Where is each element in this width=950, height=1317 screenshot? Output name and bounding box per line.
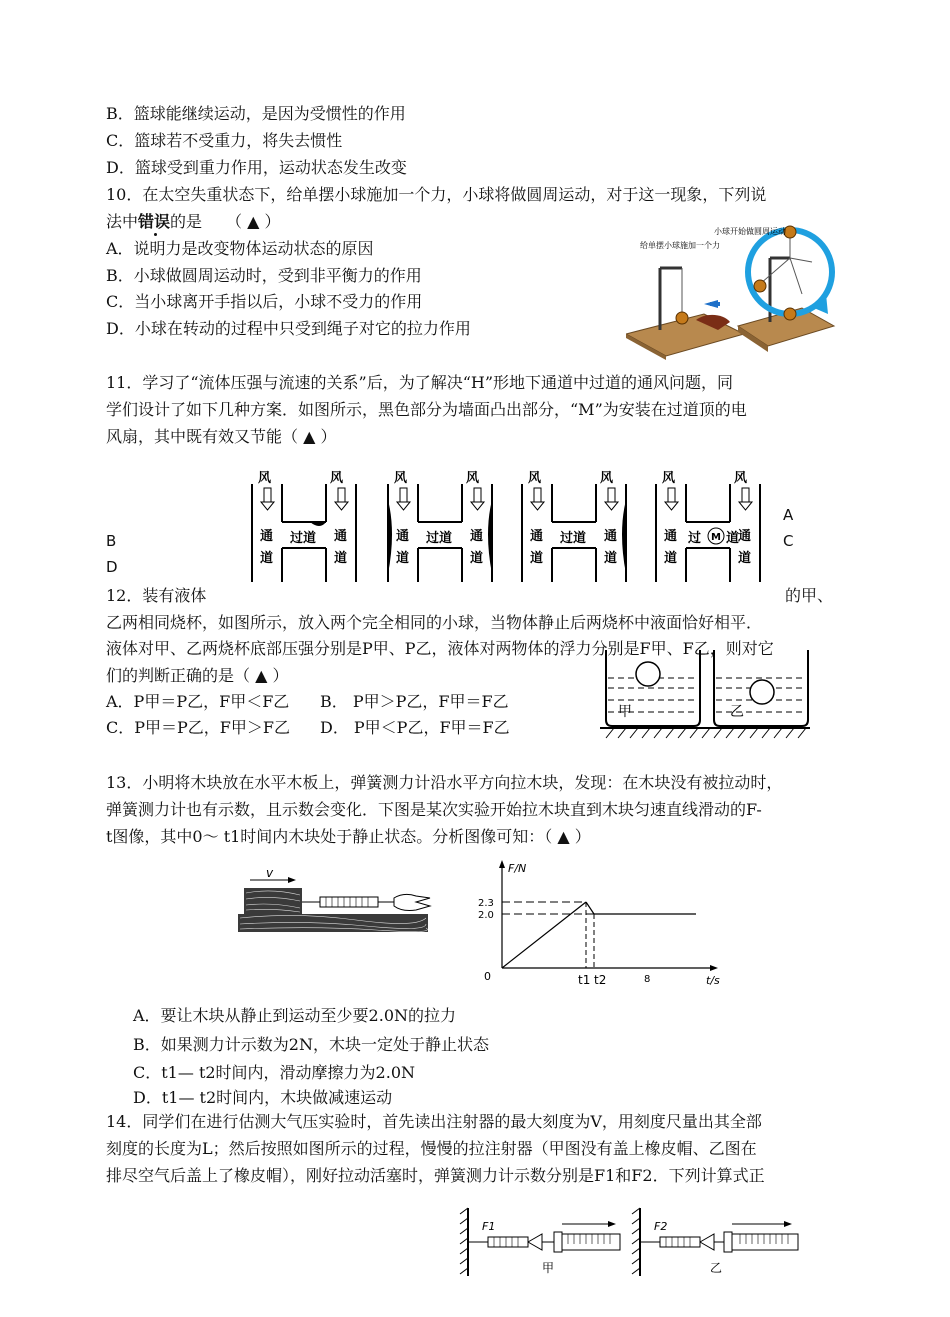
wind-label: 风 bbox=[662, 471, 676, 486]
tunnel-label: 通 bbox=[604, 529, 618, 544]
graph-t8: 8 bbox=[644, 974, 651, 985]
tunnel-label: 道 bbox=[664, 551, 678, 566]
q11-label-c: C bbox=[783, 532, 794, 550]
q11-stem-line3: 风扇，其中既有效又节能（ ▲ ） bbox=[106, 427, 337, 446]
velocity-label: v bbox=[266, 868, 274, 880]
tunnel-label: 道 bbox=[396, 551, 410, 566]
q10-option-b: B．小球做圆周运动时，受到非平衡力的作用 bbox=[106, 266, 422, 285]
q13-option-a: A．要让木块从静止到运动至少要2.0N的拉力 bbox=[133, 1006, 457, 1025]
tunnel-label: 道 bbox=[260, 551, 274, 566]
tunnel-label: 道 bbox=[334, 551, 348, 566]
q11-label-b: B bbox=[106, 532, 117, 550]
tunnel-label: 道 bbox=[530, 551, 544, 566]
q11-stem-line2: 学们设计了如下几种方案．如图所示，黑色部分为墙面凸出部分，“M”为安装在过道顶的电 bbox=[106, 400, 747, 419]
q11-label-d: D bbox=[106, 558, 118, 576]
graph-t1: t1 bbox=[578, 973, 591, 987]
tunnel-label: 通 bbox=[530, 529, 544, 544]
q13-stem-line2: 弹簧测力计也有示数，且示数会变化．下图是某次实验开始拉木块直到木块匀速直线滑动的F- bbox=[106, 800, 762, 819]
q13-stem-line1: 13．小明将木块放在水平木板上，弹簧测力计沿水平方向拉木块，发现：在木块没有被拉动时， bbox=[106, 773, 783, 792]
q12-option-b: B． P甲＞P乙，F甲＝F乙 bbox=[320, 692, 509, 711]
q12-stem-line1a: 12．装有液体 bbox=[106, 586, 207, 605]
q10-fig-right-label: 小球开始做圆周运动 bbox=[714, 227, 786, 236]
tunnel-label: 通 bbox=[664, 529, 678, 544]
beakers-figure bbox=[596, 646, 816, 742]
wind-label: 风 bbox=[466, 471, 480, 486]
pendulum-figure bbox=[626, 222, 836, 360]
tunnel-label: 道 bbox=[470, 551, 484, 566]
q10-stem-line2: 法中错误的是 （ ▲ ） bbox=[106, 212, 281, 231]
syringe-f1: F1 bbox=[482, 1220, 496, 1233]
passage-label: 道 bbox=[726, 531, 740, 546]
q10-fig-left-label: 给单摆小球施加一个力 bbox=[640, 241, 720, 250]
passage-label: 过道 bbox=[426, 531, 453, 546]
fan-label: M bbox=[711, 532, 721, 543]
q13-stem-line3: t图像，其中0～ t1时间内木块处于静止状态。分析图像可知：（ ▲ ） bbox=[106, 827, 591, 846]
cup2-label: 乙 bbox=[730, 704, 744, 720]
q10-option-c: C．当小球离开手指以后，小球不受力的作用 bbox=[106, 292, 423, 311]
tunnel-label: 通 bbox=[396, 529, 410, 544]
q12-stem-line1b: 的甲、 bbox=[785, 586, 834, 605]
wind-label: 风 bbox=[258, 471, 272, 486]
q13-option-c: C．t1— t2时间内，滑动摩擦力为2.0N bbox=[133, 1063, 415, 1082]
graph-xlabel: t/s bbox=[706, 974, 720, 987]
graph-y2: 2.0 bbox=[478, 910, 494, 921]
q12-stem-line2: 乙两相同烧杯，如图所示，放入两个完全相同的小球，当物体静止后两烧杯中液面恰好相平． bbox=[106, 613, 763, 632]
q9-option-c: C．篮球若不受重力，将失去惯性 bbox=[106, 131, 343, 150]
passage-label: 过道 bbox=[560, 531, 587, 546]
q14-stem-line1: 14．同学们在进行估测大气压实验时，首先读出注射器的最大刻度为V，用刻度尺量出其全部 bbox=[106, 1112, 762, 1131]
syringe-f2: F2 bbox=[654, 1220, 668, 1233]
emphasis-wrong: 错误 bbox=[138, 212, 171, 231]
wind-label: 风 bbox=[734, 471, 748, 486]
q11-label-a: A bbox=[783, 506, 794, 524]
q11-stem-line1: 11．学习了“流体压强与流速的关系”后，为了解决“H”形地下通道中过道的通风问题，同 bbox=[106, 373, 734, 392]
cup1-label: 甲 bbox=[618, 704, 632, 720]
q13-option-d: D．t1— t2时间内，木块做减速运动 bbox=[133, 1088, 393, 1107]
q12-stem-line4: 们的判断正确的是（ ▲ ） bbox=[106, 666, 289, 685]
graph-t2: t2 bbox=[594, 973, 607, 987]
wind-label: 风 bbox=[600, 471, 614, 486]
tunnel-label: 通 bbox=[334, 529, 348, 544]
q9-option-d: D．篮球受到重力作用，运动状态发生改变 bbox=[106, 158, 407, 177]
graph-y1: 2.3 bbox=[478, 898, 494, 909]
wind-label: 风 bbox=[330, 471, 344, 486]
ventilation-figure bbox=[248, 470, 768, 584]
syringe-yi: 乙 bbox=[710, 1261, 723, 1275]
wind-label: 风 bbox=[528, 471, 542, 486]
syringe-jia: 甲 bbox=[542, 1261, 555, 1275]
tunnel-label: 道 bbox=[738, 551, 752, 566]
q14-stem-line3: 排尽空气后盖上了橡皮帽），刚好拉动活塞时，弹簧测力计示数分别是F1和F2．下列计算式正 bbox=[106, 1166, 765, 1185]
graph-origin: 0 bbox=[484, 970, 491, 983]
wood-block-figure bbox=[236, 868, 436, 938]
q12-option-a: A．P甲＝P乙，F甲＜F乙 bbox=[106, 692, 290, 711]
q9-option-b: B．篮球能继续运动，是因为受惯性的作用 bbox=[106, 104, 406, 123]
wind-label: 风 bbox=[394, 471, 408, 486]
tunnel-label: 道 bbox=[604, 551, 618, 566]
tunnel-label: 通 bbox=[260, 529, 274, 544]
q10-option-a: A．说明力是改变物体运动状态的原因 bbox=[106, 239, 374, 258]
tunnel-label: 通 bbox=[738, 529, 752, 544]
q13-option-b: B．如果测力计示数为2N，木块一定处于静止状态 bbox=[133, 1035, 489, 1054]
q12-stem-line3: 液体对甲、乙两烧杯底部压强分别是P甲、P乙，液体对两物体的浮力分别是F甲、F乙，则对它 bbox=[106, 639, 774, 658]
q10-stem-line1: 10．在太空失重状态下，给单摆小球施加一个力，小球将做圆周运动，对于这一现象，下列说 bbox=[106, 185, 767, 204]
passage-label: 过道 bbox=[290, 531, 317, 546]
q12-option-d: D． P甲＜P乙，F甲＝F乙 bbox=[320, 718, 510, 737]
ft-graph bbox=[470, 860, 730, 990]
tunnel-label: 通 bbox=[470, 529, 484, 544]
q12-option-c: C．P甲＝P乙，F甲＞F乙 bbox=[106, 718, 290, 737]
passage-label: 过 bbox=[688, 531, 702, 546]
graph-ylabel: F/N bbox=[508, 862, 527, 875]
syringe-figure bbox=[458, 1204, 810, 1280]
q10-option-d: D．小球在转动的过程中只受到绳子对它的拉力作用 bbox=[106, 319, 471, 338]
q14-stem-line2: 刻度的长度为L；然后按照如图所示的过程，慢慢的拉注射器（甲图没有盖上橡皮帽、乙图在 bbox=[106, 1139, 757, 1158]
